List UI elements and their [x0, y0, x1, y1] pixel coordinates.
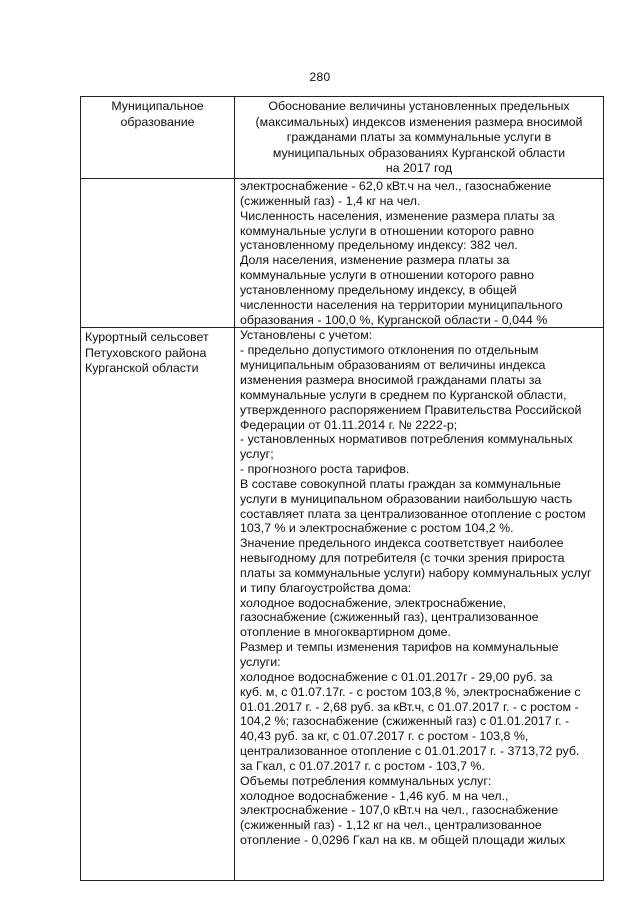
header-justification-cell: [235, 97, 604, 179]
kurortny-municipality-text: Курортный сельсовет Петуховского района Курганской области: [85, 330, 209, 376]
table-row-continued: [81, 179, 604, 328]
page-number: 280: [309, 70, 331, 84]
justification-table: [80, 96, 604, 881]
continued-justification-cell: [235, 179, 604, 328]
table-row-kurortny: [81, 328, 604, 881]
kurortny-municipality-cell: [81, 328, 235, 881]
continued-municipality-cell: [81, 179, 235, 328]
header-municipality-text: Муниципальное образование: [111, 99, 204, 129]
continued-justification-text: электроснабжение - 62,0 кВт.ч на чел., газоснабжение (сжиженный газ) - 1,4 кг на чел. Численность населения, изменение размера платы за коммунальные услуги в отношении которого равно установленному предельному индексу: 382 чел. Доля населения, изменение размера платы за коммунальные услуги в отношении которого равно установленному предельному индексу, в общей численности населения на территории муниципального образования - 100,0 %, Курганской области - 0,044 %: [240, 179, 563, 327]
header-municipality-cell: [81, 97, 235, 179]
table-header-row: [81, 97, 604, 179]
kurortny-justification-cell: [235, 328, 604, 881]
kurortny-justification-text: Установлены с учетом: - предельно допустимого отклонения по отдельным муниципальным образованиям от величины индекса изменения размера вносимой гражданами платы за коммунальные услуги в среднем по Курганской области, утвержденного распоряжением Правительства Российской Федерации от 01.11.2014 г. № 2222-р; - установленных нормативов потребления коммунальных услуг; - прогнозного роста тарифов. В составе совокупной платы граждан за коммунальные услуги в муниципальном образовании наибольшую часть составляет плата за централизованное отопление с ростом 103,7 % и электроснабжение с ростом 104,2 %. Значение предельного индекса соответствует наиболее невыгодному для потребителя (с точки зрения прироста платы за коммунальные услуги) набору коммунальных услуг и типу благоустройства дома: холодное водоснабжение, электроснабжение, газоснабжение (сжиженный газ), централизованное отопление в многоквартирном доме. Размер и темпы изменения тарифов на коммунальные услуги: холодное водоснабжение с 01.01.2017г - 29,00 руб. за куб. м, с 01.07.17г. - с ростом 103,8 %, электроснабжение с 01.01.2017 г. - 2,68 руб. за кВт.ч, с 01.07.2017 г. - с ростом - 104,2 %; газоснабжение (сжиженный газ) с 01.01.2017 г. - 40,43 руб. за кг, с 01.07.2017 г. с ростом - 103,8 %, централизованное отопление с 01.01.2017 г. - 3713,72 руб. за Гкал, с 01.07.2017 г. с ростом - 103,7 %. Объемы потребления коммунальных услуг: холодное водоснабжение - 1,46 куб. м на чел., электроснабжение - 107,0 кВт.ч на чел., газоснабжение (сжиженный газ) - 1,12 кг на чел., централизованное отопление - 0,0296 Гкал на кв. м общей площади жилых: [240, 328, 592, 848]
header-justification-text: Обоснование величины установленных предельных (максимальных) индексов изменения размера вносимой гражданами платы за коммунальные услуги в муниципальных образованиях Курганской области на 2017 год: [255, 99, 583, 175]
